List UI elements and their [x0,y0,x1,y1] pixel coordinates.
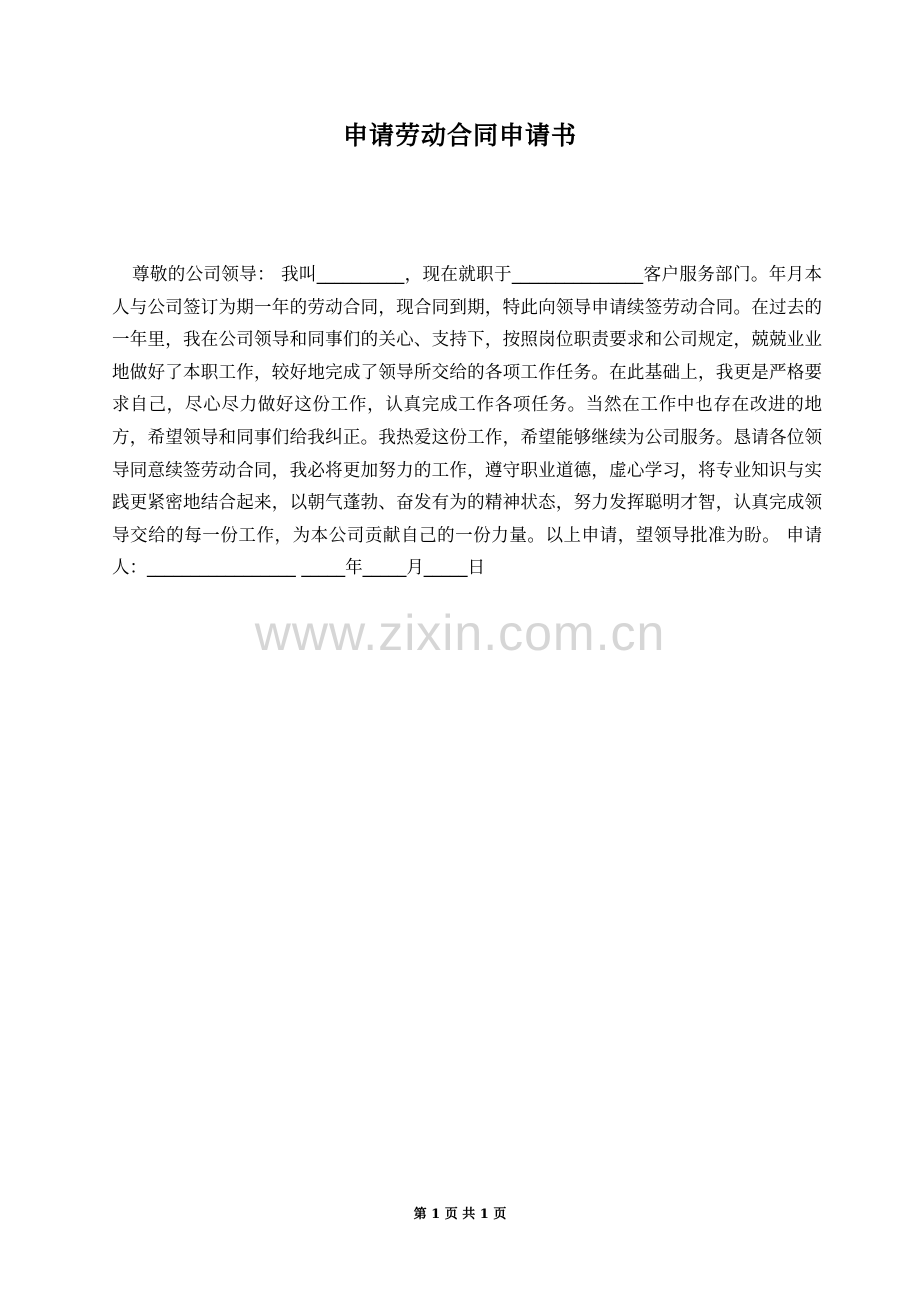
document-body: 尊敬的公司领导： 我叫__________，现在就职于_______________客户服务部门。年月本人与公司签订为期一年的劳动合同，现合同到期，特此向领导申请续签劳动合同。在过去的一年里，我在公司领导和同事们的关心、支持下，按照岗位职责要求和公司规定，兢兢业业地做好了本职工作，较好地完成了领导所交给的各项工作任务。在此基础上，我更是严格要求自己，尽心尽力做好这份工作，认真完成工作各项任务。当然在工作中也存在改进的地方，希望领导和同事们给我纠正。我热爱这份工作，希望能够继续为公司服务。恳请各位领导同意续签劳动合同，我必将更加努力的工作，遵守职业道德，虚心学习，将专业知识与实践更紧密地结合起来，以朝气蓬勃、奋发有为的精神状态，努力发挥聪明才智，认真完成领导交给的每一份工作，为本公司贡献自己的一份力量。以上申请，望领导批准为盼。 申请人：_________________ _____年_____月_____日 [112,265,822,579]
page-footer: 第 1 页 共 1 页 [413,1207,507,1222]
watermark: www.zixin.com.cn [254,605,666,661]
document-title: 申请劳动合同申请书 [342,121,577,150]
